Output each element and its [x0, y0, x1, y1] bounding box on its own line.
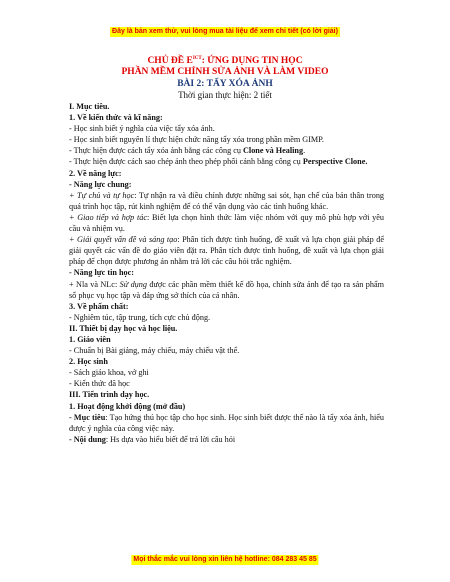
list-item [69, 212, 384, 234]
topic-title-sup: ICT [192, 55, 202, 61]
section-heading: I. Mục tiêu. [69, 102, 110, 111]
list-item: - Chuẩn bị Bài giảng, máy chiếu, máy chiếu vật thể. [69, 346, 240, 356]
lesson-duration: Thời gian thực hiện: 2 tiết [178, 90, 272, 100]
label: + Tự chủ và tự học [69, 190, 135, 200]
subsection-heading: 2. Về năng lực: [69, 168, 122, 178]
subheading: - Năng lực tin học: [69, 268, 134, 278]
lesson-title: BÀI 2: TẨY XÓA ẢNH [177, 79, 273, 89]
text: được các phần mềm thiết kế đồ họa, chỉnh sửa ảnh để tạo ra sản phẩm số phục vụ học tập và đáp ứng sở thích của cá nhân. [69, 279, 384, 300]
list-item: - Kiến thức đã học [69, 379, 130, 389]
topic-title-text: CHỦ ĐỀ E [147, 56, 193, 66]
section-heading: III. Tiến trình dạy học. [69, 390, 150, 400]
text: + Nla và NLc: [69, 279, 120, 289]
subsection-heading: 2. Học sinh [69, 357, 108, 367]
tool-name: Clone và Healing [243, 146, 304, 156]
section-heading: II. Thiết bị dạy học và học liệu. [69, 323, 178, 333]
subsection-heading: 1. Giáo viên [69, 334, 111, 344]
label: - Mục tiêu [69, 412, 106, 422]
list-item [69, 434, 384, 445]
subsection-heading: 3. Về phẩm chất: [69, 301, 129, 311]
text: : Tạo hứng thú học tập cho học sinh. Học sinh biết được thế nào là tẩy xóa ảnh, hiểu được ý nghĩa của công việc này. [69, 412, 384, 433]
list-item [69, 145, 384, 156]
list-item [69, 279, 384, 301]
list-item: - Học sinh biết ý nghĩa của việc tẩy xóa ảnh. [69, 124, 215, 134]
list-item: - Sách giáo khoa, vở ghi [69, 368, 149, 378]
text: - Thực hiện được cách tẩy xóa ảnh bằng các công cụ [69, 146, 244, 156]
list-item [69, 412, 384, 434]
label: Sử dụng [119, 279, 147, 289]
topic-title-rest: : ỨNG DỤNG TIN HỌC [201, 56, 303, 66]
text: : Hs dựa vào hiểu biết để trả lời câu hỏi [105, 434, 236, 444]
text: . [303, 146, 306, 156]
tool-name: Perspective Clone. [302, 157, 368, 167]
hotline-banner: Mọi thắc mắc vui lòng xin liên hệ hotline: 084 283 45 85 [133, 556, 317, 563]
subsection-heading: 1. Hoạt động khởi động (mở đầu) [69, 401, 186, 411]
text: : Biết lựa chọn hình thức làm việc nhóm với quy mô phù hợp với yêu cầu và nhiệm vụ. [69, 212, 385, 234]
subheading: - Năng lực chung: [69, 179, 132, 189]
topic-title [0, 56, 450, 67]
subsection-heading: 1. Về kiến thức và kĩ năng: [69, 113, 163, 123]
list-item: - Học sinh biết nguyên lí thực hiện chức năng tẩy xóa trong phần mềm GIMP. [69, 135, 324, 145]
label: + Giải quyết vấn đề và sáng tạo [69, 235, 178, 245]
label: + Giao tiếp và hợp tác [69, 212, 147, 222]
list-item: - Nghiêm túc, tập trung, tích cực chủ động. [69, 312, 211, 322]
label: - Nội dung [69, 434, 106, 444]
list-item [69, 190, 384, 212]
software-title: PHẦN MỀM CHỈNH SỬA ẢNH VÀ LÀM VIDEO [121, 67, 329, 77]
text: : Phân tích được tình huống, đề xuất và lựa chọn giải pháp để giải quyết các vấn đề do giáo viên đặt ra. Phân tích được tình huống, đề xuất và lựa chọn giải pháp để chọn được phương án nhằm trả lời các câu hỏi trắc nghiệm. [69, 235, 384, 267]
text: : Tự nhận ra và điều chỉnh được những sai sót, hạn chế của bản thân trong quá trình học tập, rút kinh nghiệm để có thể vận dụng vào các tình huống khác. [69, 190, 385, 211]
text: - Thực hiện được cách sao chép ảnh theo phép phối cảnh bằng công cụ [69, 157, 303, 167]
preview-banner: Đây là bản xem thử, vui lòng mua tài liệu để xem chi tiết (có lời giải) [112, 28, 338, 35]
lesson-body [69, 101, 384, 445]
list-item [69, 234, 384, 267]
list-item [69, 156, 384, 167]
